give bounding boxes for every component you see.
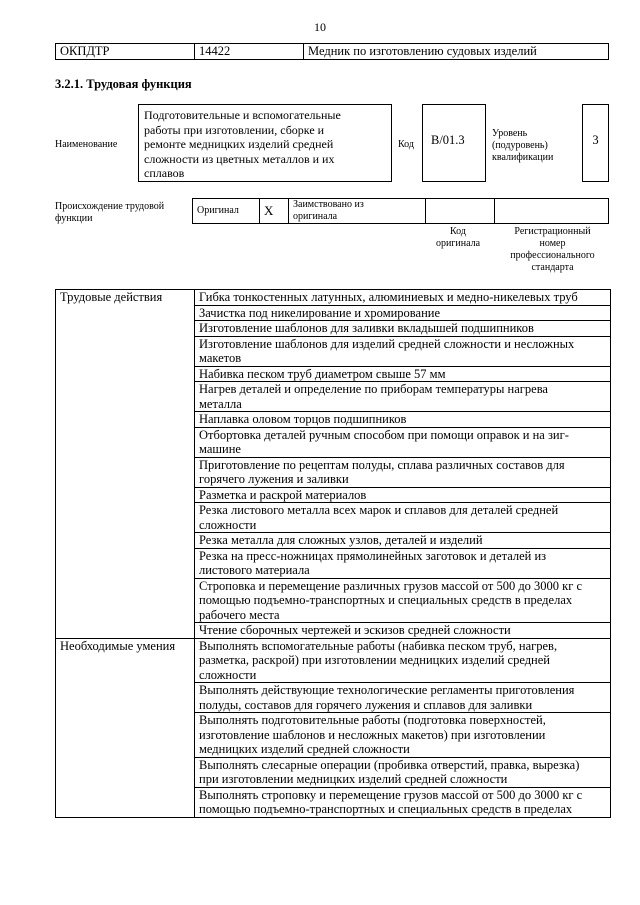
- requirements-table: [55, 289, 611, 818]
- labor_actions-category: Трудовые действия: [56, 290, 195, 639]
- labor_actions-item: [195, 487, 611, 503]
- origin-label: [55, 201, 164, 225]
- caption-line: стандарта: [531, 262, 574, 273]
- item-line: Набивка песком труб диаметром свыше 57 мм: [199, 366, 446, 381]
- item-line: Выполнять слесарные операции (пробивка отверстий, правка, вырезка): [199, 757, 580, 772]
- function-name-line: ремонте медницких изделий средней: [144, 137, 334, 151]
- original-code-cell: [426, 199, 495, 224]
- code-original-caption: [426, 226, 490, 250]
- labor_actions-item: [195, 548, 611, 578]
- item-line: машине: [199, 442, 241, 456]
- section-title: 3.2.1. Трудовая функция: [55, 77, 192, 91]
- item-line: горячего лужения и заливки: [199, 472, 349, 486]
- borrowed-label: [289, 199, 426, 224]
- level-label-line: Уровень: [492, 128, 528, 139]
- table-row: [56, 638, 611, 683]
- item-line: Изготовление шаблонов для изделий средней сложности и несложных: [199, 336, 575, 351]
- labor_actions-item: [195, 290, 611, 306]
- origin-table: [192, 198, 609, 224]
- item-line: металла: [199, 396, 242, 411]
- function-name-line: Подготовительные и вспомогательные: [144, 108, 341, 122]
- labor_actions-item: [195, 503, 611, 533]
- skills-item: [195, 683, 611, 713]
- function-name-box: [138, 104, 392, 182]
- labor_actions-item: [195, 382, 611, 412]
- table-row: [56, 290, 611, 306]
- caption-line: профессионального: [510, 250, 595, 261]
- item-line: при изготовлении медницких изделий средней сложности: [199, 772, 508, 786]
- item-line: Резка на пресс-ножницах прямолинейных заготовок и деталей из: [199, 548, 547, 563]
- caption-line: Регистрационный: [514, 226, 591, 237]
- skills-item: [195, 787, 611, 817]
- function-name-line: сплавов: [144, 166, 185, 180]
- skills-category: Необходимые умения: [56, 638, 195, 817]
- labor_actions-item: [195, 412, 611, 428]
- labor_actions-item: [195, 578, 611, 623]
- labor_actions-item: [195, 336, 611, 366]
- function-code: В/01.3: [422, 104, 486, 182]
- original-label: Оригинал: [193, 199, 260, 224]
- item-line: листового материала: [199, 563, 310, 577]
- item-line: Изготовление шаблонов для заливки вкладышей подшипников: [199, 321, 534, 335]
- caption-line: оригинала: [435, 238, 481, 249]
- item-line: помощью подъемно-транспортных и специальных средств в пределах: [199, 593, 573, 607]
- skills-item: [195, 638, 611, 683]
- caption-line: Код: [450, 226, 466, 237]
- labor_actions-item: [195, 321, 611, 337]
- item-line: Наплавка оловом торцов подшипников: [199, 412, 407, 426]
- item-line: Гибка тонкостенных латунных, алюминиевых и медно-никелевых труб: [199, 290, 578, 304]
- skills-item: [195, 757, 611, 787]
- item-line: рабочего места: [199, 607, 280, 622]
- reg-number-caption: [496, 226, 609, 274]
- item-line: Резка листового металла всех марок и сплавов для деталей средней: [199, 503, 559, 517]
- item-line: Отбортовка деталей ручным способом при помощи оправок и на зиг-: [199, 427, 569, 442]
- item-line: Приготовление по рецептам полуды, сплава различных составов для: [199, 457, 565, 472]
- item-line: Нагрев деталей и определение по приборам температуры нагрева: [199, 382, 548, 396]
- borrowed-label-line: Заимствовано из: [293, 199, 364, 210]
- item-line: Резка металла для сложных узлов, деталей и изделий: [199, 533, 483, 547]
- origin-label-line: функции: [55, 213, 93, 224]
- page-number: 10: [314, 20, 326, 34]
- function-name-line: сложности из цветных металлов и их: [144, 151, 335, 166]
- item-line: макетов: [199, 351, 242, 365]
- item-line: сложности: [199, 517, 257, 532]
- item-line: Чтение сборочных чертежей и эскизов средней сложности: [199, 623, 511, 637]
- labor_actions-item: [195, 623, 611, 639]
- item-line: разметка, раскрой) при изготовлении медницких изделий средней: [199, 653, 550, 667]
- item-line: Строповка и перемещение различных грузов массой от 500 до 3000 кг с: [199, 578, 583, 593]
- okpdtr-title: Медник по изготовлению судовых изделий: [304, 44, 609, 60]
- level-label-line: (подуровень): [492, 140, 548, 151]
- okpdtr-code: 14422: [195, 44, 304, 60]
- labor_actions-item: [195, 533, 611, 549]
- qualification-level: 3: [582, 104, 609, 182]
- item-line: помощью подъемно-транспортных и специальных средств в пределах: [199, 802, 573, 816]
- item-line: Выполнять строповку и перемещение грузов массой от 500 до 3000 кг с: [199, 787, 583, 802]
- code-label: Код: [398, 139, 414, 150]
- item-line: Разметка и раскрой материалов: [199, 487, 367, 502]
- level-label-line: квалификации: [492, 152, 554, 163]
- item-line: изготовление шаблонов и несложных макетов) при изготовлении: [199, 727, 546, 742]
- item-line: Выполнять действующие технологические регламенты приготовления: [199, 683, 575, 697]
- item-line: медницких изделий средней сложности: [199, 742, 410, 756]
- labor_actions-item: [195, 457, 611, 487]
- item-line: сложности: [199, 667, 257, 682]
- name-label: Наименование: [55, 139, 118, 150]
- item-line: Выполнять подготовительные работы (подготовка поверхностей,: [199, 713, 546, 727]
- okpdtr-label: ОКПДТР: [56, 44, 195, 60]
- borrowed-label-line: оригинала: [293, 211, 338, 222]
- origin-label-line: Происхождение трудовой: [55, 201, 165, 212]
- item-line: полуды, составов для горячего лужения и сплавов для заливки: [199, 697, 533, 712]
- skills-item: [195, 713, 611, 758]
- item-line: Выполнять вспомогательные работы (набивка песком труб, нагрев,: [199, 638, 558, 653]
- labor_actions-item: [195, 366, 611, 382]
- okpdtr-table: [55, 43, 609, 60]
- function-name-line: работы при изготовлении, сборке и: [144, 122, 325, 137]
- original-mark: X: [260, 199, 289, 224]
- level-label: [492, 128, 572, 164]
- labor_actions-item: [195, 305, 611, 321]
- caption-line: номер: [539, 238, 566, 249]
- reg-number-cell: [495, 199, 609, 224]
- labor_actions-item: [195, 427, 611, 457]
- item-line: Зачистка под никелирование и хромирование: [199, 305, 441, 320]
